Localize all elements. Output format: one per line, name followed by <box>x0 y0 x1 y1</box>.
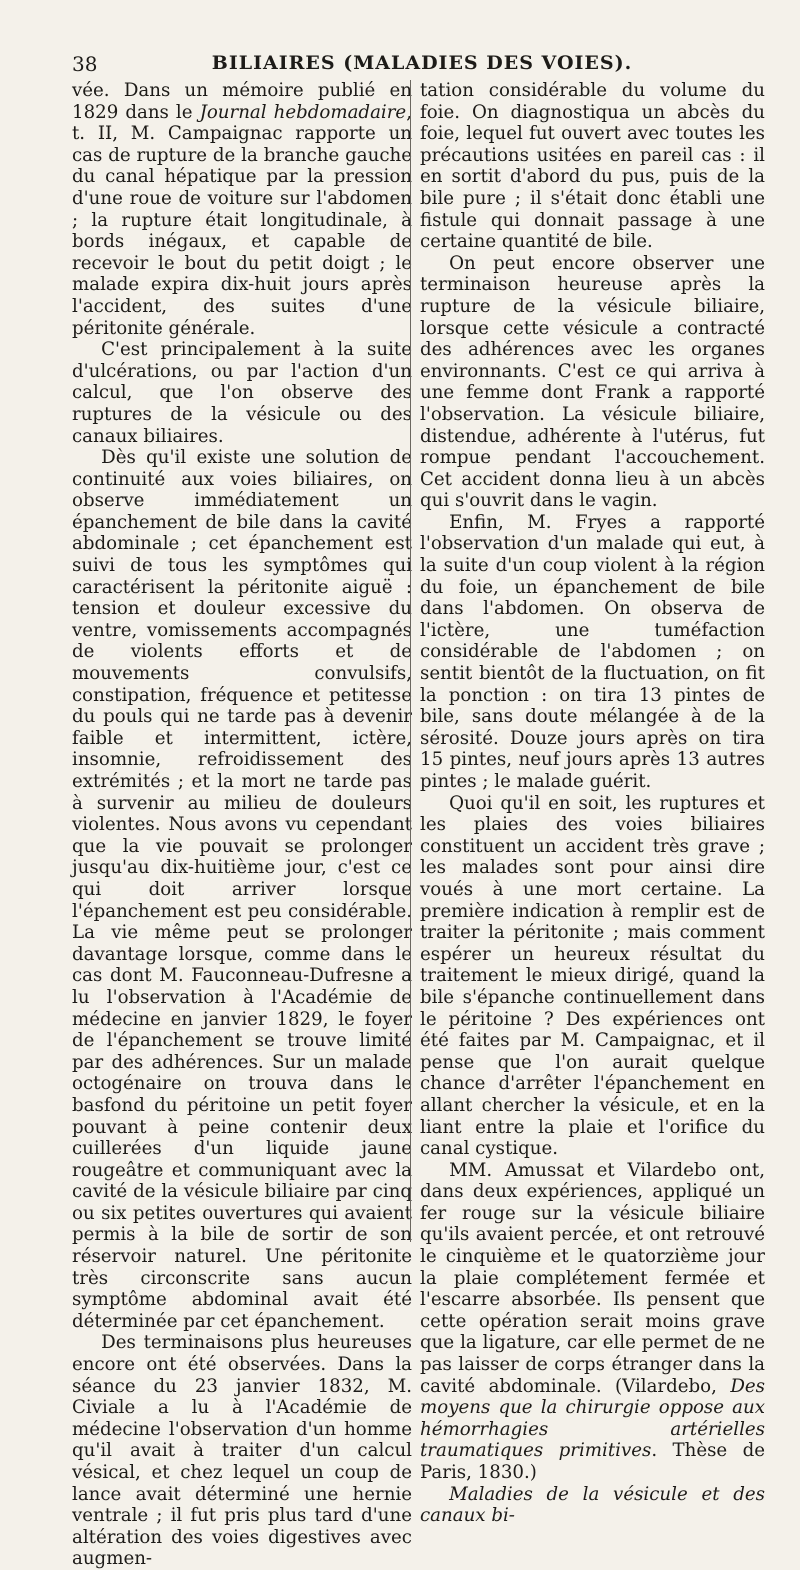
paragraph: vée. Dans un mémoire publié en 1829 dans le Journal hebdomadaire, t. II, M. Campaignac rapporte un cas de rupture de la branche gauche du canal hépatique par la pression d'une roue de voiture sur l'abdomen ; la rupture était longitudinale, à bords inégaux, et capable de recevoir le bout du petit doigt ; le malade expira dix-huit jours après l'accident, des suites d'une péritonite générale. <box>72 80 412 339</box>
paragraph: Enfin, M. Fryes a rapporté l'observation d'un malade qui eut, à la suite d'un coup violent à la région du foie, un épanchement de bile dans l'abdomen. On observa de l'ictère, une tuméfaction considérable de l'abdomen ; on sentit bientôt de la fluctuation, on fit la ponction : on tira 13 pintes de bile, sans doute mélangée à de la sérosité. Douze jours après on tira 15 pintes, neuf jours après 13 autres pintes ; le malade guérit. <box>420 511 765 792</box>
paragraph: Dès qu'il existe une solution de continuité aux voies biliaires, on observe immédiatement un épanchement de bile dans la cavité abdominale ; cet épanchement est suivi de tous les symptômes qui caractérisent la péritonite aiguë : tension et douleur excessive du ventre, vomissements accompagnés de violents efforts et de mouvements convulsifs, constipation, fréquence et petitesse du pouls qui ne tarde pas à devenir faible et intermittent, ictère, insomnie, refroidissement des extrémités ; et la mort ne tarde pas à survenir au milieu de douleurs violentes. Nous avons vu cependant que la vie pouvait se prolonger jusqu'au dix-huitième jour, c'est ce qui doit arriver lorsque l'épanchement est peu considérable. La vie même peut se prolonger davantage lorsque, comme dans le cas dont M. Fauconneau-Dufresne a lu l'observation à l'Académie de médecine en janvier 1829, le foyer de l'épanchement se trouve limité par des adhérences. Sur un malade octogénaire on trouva dans le basfond du péritoine un petit foyer pouvant à peine contenir deux cuillerées d'un liquide jaune rougeâtre et communiquant avec la cavité de la vésicule biliaire par cinq ou six petites ouvertures qui avaient permis à la bile de sortir de son réservoir naturel. Une péritonite très circonscrite sans aucun symptôme abdominal avait été déterminée par cet épanchement. <box>72 447 412 1332</box>
paragraph: C'est principalement à la suite d'ulcérations, ou par l'action d'un calcul, que l'on observe des ruptures de la vésicule ou des canaux biliaires. <box>72 339 412 447</box>
paragraph: On peut encore observer une terminaison heureuse après la rupture de la vésicule biliaire, lorsque cette vésicule a contracté des adhérences avec les organes environnants. C'est ce qui arriva à une femme dont Frank a rapporté l'observation. La vésicule biliaire, distendue, adhérente à l'utérus, fut rompue pendant l'accouchement. Cet accident donna lieu à un abcès qui s'ouvrit dans le vagin. <box>420 252 765 512</box>
section-heading: Maladies de la vésicule et des canaux bi- <box>420 1483 765 1527</box>
thesis-title: Des moyens que la chirurgie oppose aux hémorrhagies artérielles traumatiques primitives <box>420 1375 765 1462</box>
left-column <box>72 80 412 1570</box>
page-number: 38 <box>72 52 98 76</box>
journal-title: Journal hebdomadaire <box>199 101 407 123</box>
paragraph: Des terminaisons plus heureuses encore ont été observées. Dans la séance du 23 janvier 1832, M. Civiale a lu à l'Académie de médecine l'observation d'un homme qu'il avait à traiter d'un calcul vésical, et chez lequel un coup de lance avait déterminé une hernie ventrale ; il fut pris plus tard d'une altération des voies digestives avec augmen- <box>72 1332 412 1570</box>
column-divider <box>410 80 411 1242</box>
page-header <box>72 50 772 82</box>
paragraph: MM. Amussat et Vilardebo ont, dans deux expériences, appliqué un fer rouge sur la vésicule biliaire qu'ils avaient percée, et ont retrouvé le cinquième et le quatorzième jour la plaie complétement fermée et l'escarre absorbée. Ils pensent que cette opération serait moins grave que la ligature, car elle permet de ne pas laisser de corps étranger dans la cavité abdominale. (Vilardebo, Des moyens que la chirurgie oppose aux hémorrhagies artérielles traumatiques primitives. Thèse de Paris, 1830.) <box>420 1159 765 1483</box>
running-title: BILIAIRES (MALADIES DES VOIES). <box>211 52 633 74</box>
paragraph: Quoi qu'il en soit, les ruptures et les plaies des voies biliaires constituent un accident très grave ; les malades sont pour ainsi dire voués à une mort certaine. La première indication à remplir est de traiter la péritonite ; mais comment espérer un heureux résultat du traitement le mieux dirigé, quand la bile s'épanche continuellement dans le péritoine ? Des expériences ont été faites par M. Campaignac, et il pense que l'on aurait quelque chance d'arrêter l'épanchement en allant chercher la vésicule, et en la liant entre la plaie et l'orifice du canal cystique. <box>420 792 765 1160</box>
paragraph: tation considérable du volume du foie. On diagnostiqua un abcès du foie, lequel fut ouvert avec toutes les précautions usitées en pareil cas : il en sortit d'abord du pus, puis de la bile pure ; il s'était donc établi une fistule qui donnait passage à une certaine quantité de bile. <box>420 80 765 253</box>
right-column <box>420 80 765 1527</box>
